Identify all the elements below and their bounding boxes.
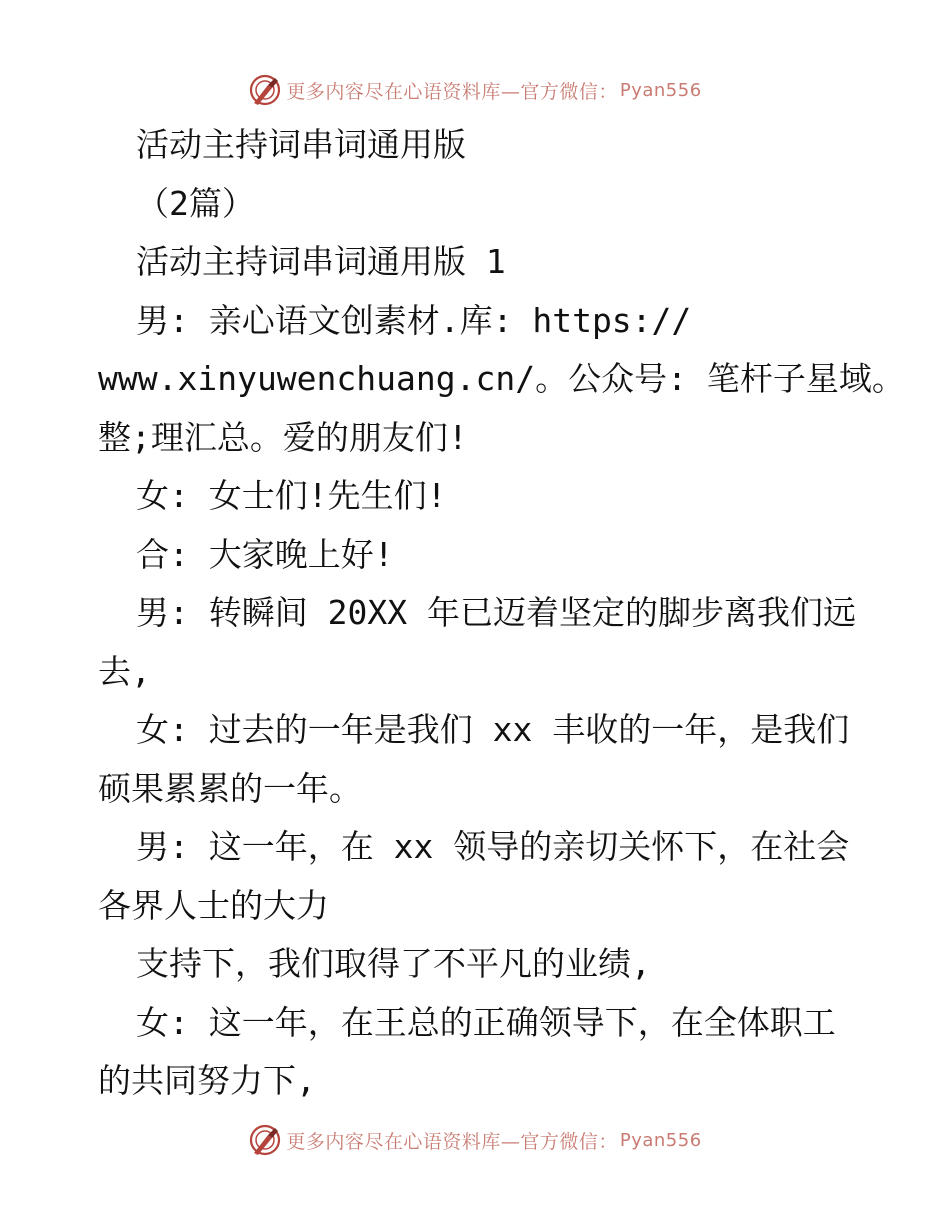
document-body	[98, 116, 905, 1111]
paragraph-line: 整;理汇总。爱的朋友们!	[98, 417, 468, 457]
pen-logo-icon	[248, 1123, 282, 1157]
section-heading: 活动主持词串词通用版 1	[136, 242, 506, 281]
doc-subtitle: （2篇）	[136, 183, 255, 223]
paragraph-line: www.xinyuwenchuang.cn/。公众号: 笔杆子星域。	[98, 359, 905, 398]
paragraph-line: 各界人士的大力	[98, 885, 329, 925]
paragraph-line: 支持下，我们取得了不平凡的业绩,	[136, 944, 651, 983]
paragraph-line: 男: 转瞬间 20XX 年已迈着坚定的脚步离我们远	[136, 593, 856, 632]
paragraph-line: 女: 女士们!先生们!	[136, 476, 447, 515]
footer-wechat-id: Pyan556	[619, 1129, 702, 1151]
paragraph-line: 的共同努力下,	[98, 1061, 316, 1100]
paragraph-line: 硕果累累的一年。	[98, 768, 362, 808]
footer-text: 更多内容尽在心语资料库—官方微信：	[286, 1130, 618, 1153]
header-banner	[0, 70, 950, 110]
pen-logo-icon	[248, 73, 282, 107]
paragraph-line: 女: 过去的一年是我们 xx 丰收的一年，是我们	[136, 710, 850, 749]
paragraph-line: 女: 这一年，在王总的正确领导下，在全体职工	[136, 1002, 836, 1042]
footer-banner	[0, 1120, 950, 1160]
paragraph-line: 合: 大家晚上好!	[136, 534, 394, 574]
paragraph-line: 去,	[98, 651, 151, 691]
doc-title: 活动主持词串词通用版	[136, 125, 466, 164]
paragraph-line: 男: 这一年，在 xx 领导的亲切关怀下，在社会	[136, 827, 850, 866]
header-wechat-id: Pyan556	[619, 79, 702, 101]
header-text: 更多内容尽在心语资料库—官方微信：	[286, 80, 618, 103]
paragraph-line: 男: 亲心语文创素材.库: https://	[136, 300, 692, 340]
